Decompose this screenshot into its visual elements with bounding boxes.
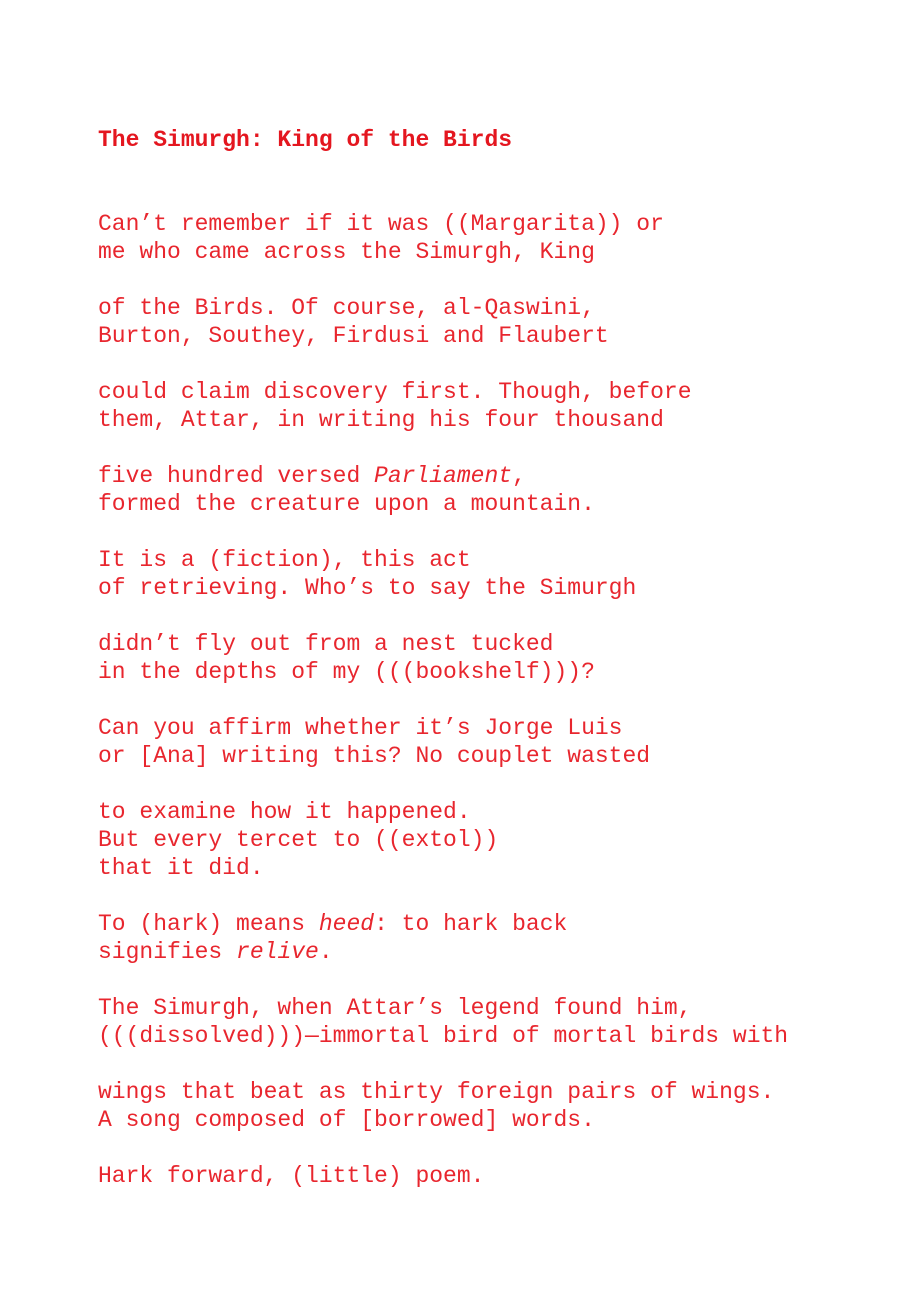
- italic-text: relive: [236, 939, 319, 965]
- poem-line: [98, 742, 860, 770]
- text: could claim discovery first. Though, before: [98, 379, 692, 405]
- poem-line: [98, 798, 860, 826]
- poem-line: [98, 1022, 860, 1050]
- poem-line: [98, 826, 860, 854]
- text: me who came across the Simurgh, King: [98, 239, 595, 265]
- text: or [Ana] writing this? No couplet wasted: [98, 743, 651, 769]
- italic-text: Parliament: [374, 463, 513, 489]
- text: .: [318, 939, 333, 965]
- text: that it did.: [98, 855, 264, 881]
- poem-stanza: [98, 210, 860, 266]
- poem-line: [98, 994, 860, 1022]
- poem-stanza: [98, 294, 860, 350]
- poem-line: [98, 462, 860, 490]
- italic-text: heed: [318, 911, 375, 937]
- poem-stanza: [98, 714, 860, 770]
- poem-line: [98, 630, 860, 658]
- text: wings that beat as thirty foreign pairs of wings.: [98, 1079, 775, 1105]
- poem-line: [98, 294, 860, 322]
- poem-line: [98, 938, 860, 966]
- poem-body: [98, 210, 860, 1190]
- text: in the depths of my (((bookshelf)))?: [98, 659, 595, 685]
- text: them, Attar, in writing his four thousand: [98, 407, 664, 433]
- poem-stanza: [98, 910, 860, 966]
- text: : to hark back: [374, 911, 568, 937]
- poem-line: [98, 1106, 860, 1134]
- text: Burton, Southey, Firdusi and Flaubert: [98, 323, 609, 349]
- text: (((dissolved)))—immortal bird of mortal birds with: [98, 1023, 789, 1049]
- text: to examine how it happened.: [98, 799, 471, 825]
- poem-line: [98, 574, 860, 602]
- poem-line: [98, 546, 860, 574]
- poem-line: [98, 378, 860, 406]
- text: The Simurgh, when Attar’s legend found him,: [98, 995, 692, 1021]
- text: But every tercet to ((extol)): [98, 827, 499, 853]
- text: of the Birds. Of course, al-Qaswini,: [98, 295, 595, 321]
- poem-line: [98, 210, 860, 238]
- poem-stanza: [98, 1078, 860, 1134]
- poem-stanza: [98, 994, 860, 1050]
- text: didn’t fly out from a nest tucked: [98, 631, 554, 657]
- text: A song composed of [borrowed] words.: [98, 1107, 595, 1133]
- text: Can’t remember if it was ((Margarita)) or: [98, 211, 664, 237]
- poem-line: [98, 238, 860, 266]
- poem-stanza: [98, 1162, 860, 1190]
- text: ,: [512, 463, 526, 489]
- poem-line: [98, 658, 860, 686]
- text: five hundred versed: [98, 463, 375, 489]
- text: formed the creature upon a mountain.: [98, 491, 595, 517]
- poem-line: [98, 406, 860, 434]
- poem-title: The Simurgh: King of the Birds: [98, 127, 513, 153]
- poem-stanza: [98, 798, 860, 882]
- poem-stanza: [98, 462, 860, 518]
- poem-line: [98, 490, 860, 518]
- text: To (hark) means: [98, 911, 319, 937]
- poem-stanza: [98, 378, 860, 434]
- poem-stanza: [98, 630, 860, 686]
- poem-line: [98, 1078, 860, 1106]
- poem-stanza: [98, 546, 860, 602]
- text: It is a (fiction), this act: [98, 547, 471, 573]
- poem-line: [98, 910, 860, 938]
- text: Can you affirm whether it’s Jorge Luis: [98, 715, 623, 741]
- poem-line: [98, 714, 860, 742]
- text: Hark forward, (little) poem.: [98, 1163, 485, 1189]
- poem-line: [98, 854, 860, 882]
- text: of retrieving. Who’s to say the Simurgh: [98, 575, 637, 601]
- text: signifies: [98, 939, 237, 965]
- poem-line: [98, 322, 860, 350]
- poem-line: [98, 1162, 860, 1190]
